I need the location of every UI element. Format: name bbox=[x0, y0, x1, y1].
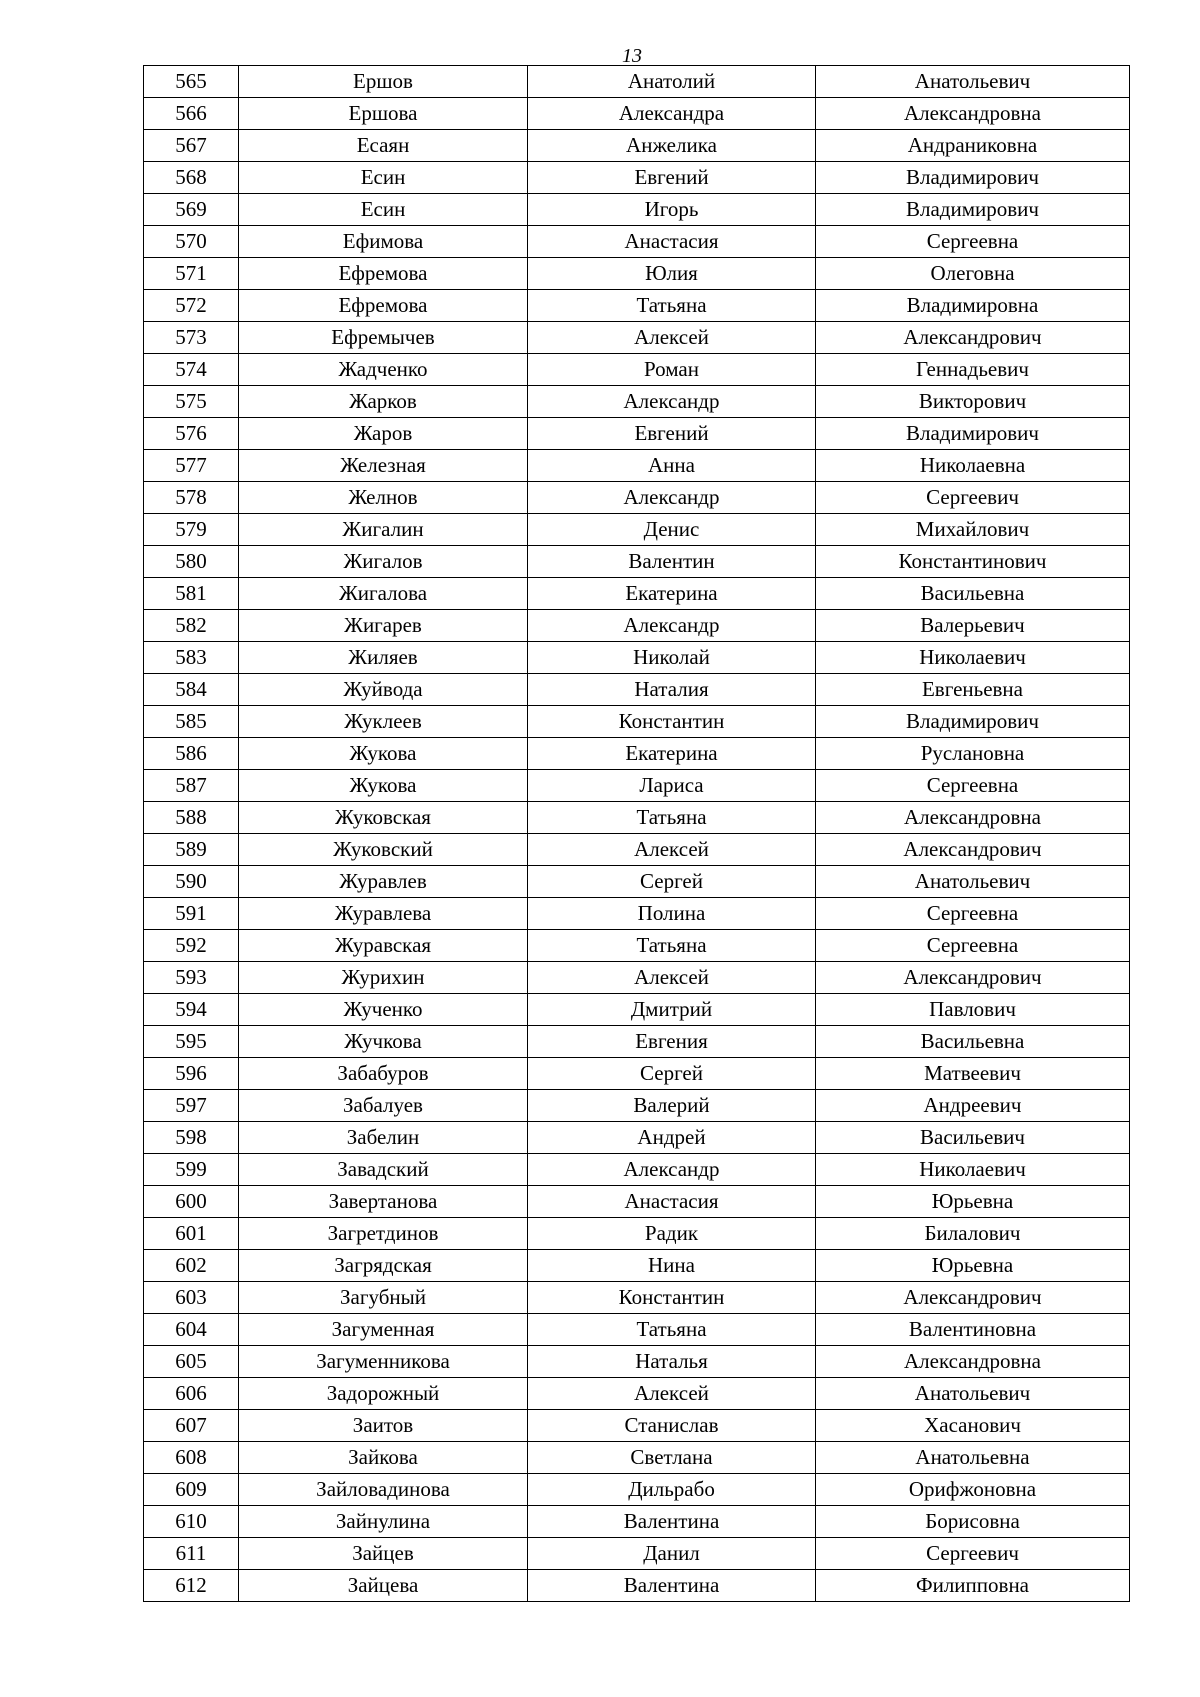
row-number-cell: 607 bbox=[144, 1410, 239, 1442]
first-name-cell: Евгения bbox=[528, 1026, 816, 1058]
row-number-cell: 602 bbox=[144, 1250, 239, 1282]
patronymic-cell: Олеговна bbox=[816, 258, 1130, 290]
first-name-cell: Анатолий bbox=[528, 66, 816, 98]
last-name-cell: Жаров bbox=[239, 418, 528, 450]
patronymic-cell: Орифжоновна bbox=[816, 1474, 1130, 1506]
first-name-cell: Евгений bbox=[528, 418, 816, 450]
last-name-cell: Жуклеев bbox=[239, 706, 528, 738]
last-name-cell: Жучкова bbox=[239, 1026, 528, 1058]
row-number-cell: 569 bbox=[144, 194, 239, 226]
first-name-cell: Татьяна bbox=[528, 290, 816, 322]
row-number-cell: 580 bbox=[144, 546, 239, 578]
last-name-cell: Ефремова bbox=[239, 290, 528, 322]
table-row bbox=[144, 1154, 1130, 1186]
row-number-cell: 578 bbox=[144, 482, 239, 514]
row-number-cell: 597 bbox=[144, 1090, 239, 1122]
row-number-cell: 581 bbox=[144, 578, 239, 610]
table-row bbox=[144, 1346, 1130, 1378]
first-name-cell: Константин bbox=[528, 1282, 816, 1314]
first-name-cell: Станислав bbox=[528, 1410, 816, 1442]
first-name-cell: Наталия bbox=[528, 674, 816, 706]
last-name-cell: Есин bbox=[239, 194, 528, 226]
row-number-cell: 584 bbox=[144, 674, 239, 706]
first-name-cell: Нина bbox=[528, 1250, 816, 1282]
row-number-cell: 611 bbox=[144, 1538, 239, 1570]
patronymic-cell: Матвеевич bbox=[816, 1058, 1130, 1090]
first-name-cell: Дмитрий bbox=[528, 994, 816, 1026]
last-name-cell: Жиляев bbox=[239, 642, 528, 674]
first-name-cell: Наталья bbox=[528, 1346, 816, 1378]
first-name-cell: Лариса bbox=[528, 770, 816, 802]
first-name-cell: Валентин bbox=[528, 546, 816, 578]
table-row bbox=[144, 1506, 1130, 1538]
last-name-cell: Задорожный bbox=[239, 1378, 528, 1410]
last-name-cell: Завадский bbox=[239, 1154, 528, 1186]
row-number-cell: 572 bbox=[144, 290, 239, 322]
first-name-cell: Николай bbox=[528, 642, 816, 674]
table-row bbox=[144, 1250, 1130, 1282]
table-row bbox=[144, 1090, 1130, 1122]
last-name-cell: Желнов bbox=[239, 482, 528, 514]
last-name-cell: Журавлев bbox=[239, 866, 528, 898]
table-row bbox=[144, 1314, 1130, 1346]
first-name-cell: Данил bbox=[528, 1538, 816, 1570]
row-number-cell: 585 bbox=[144, 706, 239, 738]
patronymic-cell: Андраниковна bbox=[816, 130, 1130, 162]
first-name-cell: Александр bbox=[528, 1154, 816, 1186]
last-name-cell: Железная bbox=[239, 450, 528, 482]
last-name-cell: Загуменникова bbox=[239, 1346, 528, 1378]
table-row bbox=[144, 1026, 1130, 1058]
patronymic-cell: Хасанович bbox=[816, 1410, 1130, 1442]
row-number-cell: 589 bbox=[144, 834, 239, 866]
first-name-cell: Алексей bbox=[528, 1378, 816, 1410]
last-name-cell: Жарков bbox=[239, 386, 528, 418]
row-number-cell: 593 bbox=[144, 962, 239, 994]
table-row bbox=[144, 162, 1130, 194]
row-number-cell: 570 bbox=[144, 226, 239, 258]
row-number-cell: 567 bbox=[144, 130, 239, 162]
patronymic-cell: Сергеевна bbox=[816, 898, 1130, 930]
patronymic-cell: Павлович bbox=[816, 994, 1130, 1026]
last-name-cell: Зайкова bbox=[239, 1442, 528, 1474]
row-number-cell: 565 bbox=[144, 66, 239, 98]
row-number-cell: 586 bbox=[144, 738, 239, 770]
patronymic-cell: Геннадьевич bbox=[816, 354, 1130, 386]
table-row bbox=[144, 994, 1130, 1026]
table-row bbox=[144, 98, 1130, 130]
patronymic-cell: Евгеньевна bbox=[816, 674, 1130, 706]
table-row bbox=[144, 546, 1130, 578]
last-name-cell: Загрядская bbox=[239, 1250, 528, 1282]
table-row bbox=[144, 1378, 1130, 1410]
row-number-cell: 573 bbox=[144, 322, 239, 354]
patronymic-cell: Анатольевич bbox=[816, 1378, 1130, 1410]
table-row bbox=[144, 770, 1130, 802]
table-row bbox=[144, 258, 1130, 290]
patronymic-cell: Владимировна bbox=[816, 290, 1130, 322]
first-name-cell: Радик bbox=[528, 1218, 816, 1250]
row-number-cell: 610 bbox=[144, 1506, 239, 1538]
last-name-cell: Журихин bbox=[239, 962, 528, 994]
row-number-cell: 571 bbox=[144, 258, 239, 290]
patronymic-cell: Викторович bbox=[816, 386, 1130, 418]
first-name-cell: Юлия bbox=[528, 258, 816, 290]
last-name-cell: Зайцев bbox=[239, 1538, 528, 1570]
row-number-cell: 577 bbox=[144, 450, 239, 482]
patronymic-cell: Николаевна bbox=[816, 450, 1130, 482]
table-row bbox=[144, 66, 1130, 98]
patronymic-cell: Александровна bbox=[816, 802, 1130, 834]
last-name-cell: Загретдинов bbox=[239, 1218, 528, 1250]
table-row bbox=[144, 514, 1130, 546]
first-name-cell: Алексей bbox=[528, 962, 816, 994]
last-name-cell: Жигалов bbox=[239, 546, 528, 578]
first-name-cell: Екатерина bbox=[528, 578, 816, 610]
last-name-cell: Жадченко bbox=[239, 354, 528, 386]
first-name-cell: Денис bbox=[528, 514, 816, 546]
patronymic-cell: Владимирович bbox=[816, 162, 1130, 194]
row-number-cell: 594 bbox=[144, 994, 239, 1026]
first-name-cell: Татьяна bbox=[528, 1314, 816, 1346]
first-name-cell: Александр bbox=[528, 610, 816, 642]
table-row bbox=[144, 578, 1130, 610]
first-name-cell: Валентина bbox=[528, 1506, 816, 1538]
table-row bbox=[144, 1122, 1130, 1154]
last-name-cell: Ефремычев bbox=[239, 322, 528, 354]
row-number-cell: 590 bbox=[144, 866, 239, 898]
row-number-cell: 574 bbox=[144, 354, 239, 386]
patronymic-cell: Анатольевич bbox=[816, 866, 1130, 898]
patronymic-cell: Сергеевич bbox=[816, 1538, 1130, 1570]
first-name-cell: Александра bbox=[528, 98, 816, 130]
row-number-cell: 588 bbox=[144, 802, 239, 834]
first-name-cell: Игорь bbox=[528, 194, 816, 226]
row-number-cell: 583 bbox=[144, 642, 239, 674]
first-name-cell: Дильрабо bbox=[528, 1474, 816, 1506]
page-number: 13 bbox=[622, 45, 642, 67]
last-name-cell: Жигалова bbox=[239, 578, 528, 610]
table-row bbox=[144, 834, 1130, 866]
table-row bbox=[144, 482, 1130, 514]
patronymic-cell: Сергеевна bbox=[816, 930, 1130, 962]
row-number-cell: 598 bbox=[144, 1122, 239, 1154]
last-name-cell: Жуковская bbox=[239, 802, 528, 834]
patronymic-cell: Николаевич bbox=[816, 1154, 1130, 1186]
last-name-cell: Загубный bbox=[239, 1282, 528, 1314]
row-number-cell: 596 bbox=[144, 1058, 239, 1090]
patronymic-cell: Александрович bbox=[816, 834, 1130, 866]
patronymic-cell: Владимирович bbox=[816, 194, 1130, 226]
patronymic-cell: Юрьевна bbox=[816, 1250, 1130, 1282]
table-row bbox=[144, 386, 1130, 418]
last-name-cell: Зайцева bbox=[239, 1570, 528, 1602]
patronymic-cell: Борисовна bbox=[816, 1506, 1130, 1538]
row-number-cell: 591 bbox=[144, 898, 239, 930]
first-name-cell: Александр bbox=[528, 386, 816, 418]
table-row bbox=[144, 898, 1130, 930]
last-name-cell: Жигалин bbox=[239, 514, 528, 546]
row-number-cell: 609 bbox=[144, 1474, 239, 1506]
name-list-body bbox=[144, 66, 1130, 1602]
row-number-cell: 599 bbox=[144, 1154, 239, 1186]
last-name-cell: Есин bbox=[239, 162, 528, 194]
table-row bbox=[144, 1410, 1130, 1442]
patronymic-cell: Юрьевна bbox=[816, 1186, 1130, 1218]
table-row bbox=[144, 738, 1130, 770]
table-row bbox=[144, 930, 1130, 962]
first-name-cell: Полина bbox=[528, 898, 816, 930]
first-name-cell: Екатерина bbox=[528, 738, 816, 770]
last-name-cell: Заитов bbox=[239, 1410, 528, 1442]
table-row bbox=[144, 1474, 1130, 1506]
table-row bbox=[144, 802, 1130, 834]
last-name-cell: Ефремова bbox=[239, 258, 528, 290]
last-name-cell: Жигарев bbox=[239, 610, 528, 642]
table-row bbox=[144, 706, 1130, 738]
patronymic-cell: Васильевна bbox=[816, 1026, 1130, 1058]
row-number-cell: 603 bbox=[144, 1282, 239, 1314]
last-name-cell: Загуменная bbox=[239, 1314, 528, 1346]
last-name-cell: Ершова bbox=[239, 98, 528, 130]
table-row bbox=[144, 1218, 1130, 1250]
patronymic-cell: Константинович bbox=[816, 546, 1130, 578]
row-number-cell: 566 bbox=[144, 98, 239, 130]
last-name-cell: Завертанова bbox=[239, 1186, 528, 1218]
last-name-cell: Ефимова bbox=[239, 226, 528, 258]
first-name-cell: Анастасия bbox=[528, 1186, 816, 1218]
table-row bbox=[144, 642, 1130, 674]
patronymic-cell: Михайлович bbox=[816, 514, 1130, 546]
patronymic-cell: Валентиновна bbox=[816, 1314, 1130, 1346]
row-number-cell: 605 bbox=[144, 1346, 239, 1378]
row-number-cell: 568 bbox=[144, 162, 239, 194]
row-number-cell: 575 bbox=[144, 386, 239, 418]
name-list-table bbox=[143, 65, 1130, 1602]
last-name-cell: Жуковский bbox=[239, 834, 528, 866]
first-name-cell: Роман bbox=[528, 354, 816, 386]
first-name-cell: Валентина bbox=[528, 1570, 816, 1602]
patronymic-cell: Сергеевна bbox=[816, 770, 1130, 802]
row-number-cell: 601 bbox=[144, 1218, 239, 1250]
first-name-cell: Анна bbox=[528, 450, 816, 482]
row-number-cell: 587 bbox=[144, 770, 239, 802]
first-name-cell: Анастасия bbox=[528, 226, 816, 258]
patronymic-cell: Филипповна bbox=[816, 1570, 1130, 1602]
row-number-cell: 595 bbox=[144, 1026, 239, 1058]
last-name-cell: Жуйвода bbox=[239, 674, 528, 706]
first-name-cell: Андрей bbox=[528, 1122, 816, 1154]
patronymic-cell: Александровна bbox=[816, 98, 1130, 130]
table-row bbox=[144, 322, 1130, 354]
last-name-cell: Жученко bbox=[239, 994, 528, 1026]
last-name-cell: Забабуров bbox=[239, 1058, 528, 1090]
first-name-cell: Алексей bbox=[528, 322, 816, 354]
table-row bbox=[144, 194, 1130, 226]
row-number-cell: 612 bbox=[144, 1570, 239, 1602]
row-number-cell: 579 bbox=[144, 514, 239, 546]
first-name-cell: Валерий bbox=[528, 1090, 816, 1122]
table-row bbox=[144, 866, 1130, 898]
first-name-cell: Сергей bbox=[528, 866, 816, 898]
first-name-cell: Татьяна bbox=[528, 802, 816, 834]
table-row bbox=[144, 1570, 1130, 1602]
last-name-cell: Жукова bbox=[239, 770, 528, 802]
last-name-cell: Зайловадинова bbox=[239, 1474, 528, 1506]
table-row bbox=[144, 1538, 1130, 1570]
patronymic-cell: Александрович bbox=[816, 962, 1130, 994]
last-name-cell: Зайнулина bbox=[239, 1506, 528, 1538]
first-name-cell: Алексей bbox=[528, 834, 816, 866]
patronymic-cell: Анатольевна bbox=[816, 1442, 1130, 1474]
row-number-cell: 608 bbox=[144, 1442, 239, 1474]
table-row bbox=[144, 1442, 1130, 1474]
first-name-cell: Татьяна bbox=[528, 930, 816, 962]
patronymic-cell: Билалович bbox=[816, 1218, 1130, 1250]
first-name-cell: Евгений bbox=[528, 162, 816, 194]
first-name-cell: Сергей bbox=[528, 1058, 816, 1090]
row-number-cell: 600 bbox=[144, 1186, 239, 1218]
patronymic-cell: Сергеевич bbox=[816, 482, 1130, 514]
table-row bbox=[144, 290, 1130, 322]
patronymic-cell: Анатольевич bbox=[816, 66, 1130, 98]
patronymic-cell: Александровна bbox=[816, 1346, 1130, 1378]
row-number-cell: 576 bbox=[144, 418, 239, 450]
table-row bbox=[144, 674, 1130, 706]
first-name-cell: Анжелика bbox=[528, 130, 816, 162]
table-row bbox=[144, 1282, 1130, 1314]
last-name-cell: Журавлева bbox=[239, 898, 528, 930]
table-row bbox=[144, 226, 1130, 258]
patronymic-cell: Александрович bbox=[816, 322, 1130, 354]
last-name-cell: Журавская bbox=[239, 930, 528, 962]
row-number-cell: 604 bbox=[144, 1314, 239, 1346]
patronymic-cell: Руслановна bbox=[816, 738, 1130, 770]
last-name-cell: Ершов bbox=[239, 66, 528, 98]
row-number-cell: 592 bbox=[144, 930, 239, 962]
last-name-cell: Забелин bbox=[239, 1122, 528, 1154]
table-row bbox=[144, 418, 1130, 450]
table-row bbox=[144, 610, 1130, 642]
row-number-cell: 582 bbox=[144, 610, 239, 642]
table-row bbox=[144, 130, 1130, 162]
patronymic-cell: Николаевич bbox=[816, 642, 1130, 674]
patronymic-cell: Андреевич bbox=[816, 1090, 1130, 1122]
patronymic-cell: Сергеевна bbox=[816, 226, 1130, 258]
patronymic-cell: Владимирович bbox=[816, 418, 1130, 450]
first-name-cell: Александр bbox=[528, 482, 816, 514]
first-name-cell: Светлана bbox=[528, 1442, 816, 1474]
patronymic-cell: Александрович bbox=[816, 1282, 1130, 1314]
first-name-cell: Константин bbox=[528, 706, 816, 738]
last-name-cell: Есаян bbox=[239, 130, 528, 162]
table-row bbox=[144, 1058, 1130, 1090]
table-row bbox=[144, 1186, 1130, 1218]
last-name-cell: Забалуев bbox=[239, 1090, 528, 1122]
patronymic-cell: Васильевич bbox=[816, 1122, 1130, 1154]
last-name-cell: Жукова bbox=[239, 738, 528, 770]
row-number-cell: 606 bbox=[144, 1378, 239, 1410]
table-row bbox=[144, 450, 1130, 482]
table-row bbox=[144, 354, 1130, 386]
patronymic-cell: Васильевна bbox=[816, 578, 1130, 610]
patronymic-cell: Валерьевич bbox=[816, 610, 1130, 642]
patronymic-cell: Владимирович bbox=[816, 706, 1130, 738]
table-row bbox=[144, 962, 1130, 994]
